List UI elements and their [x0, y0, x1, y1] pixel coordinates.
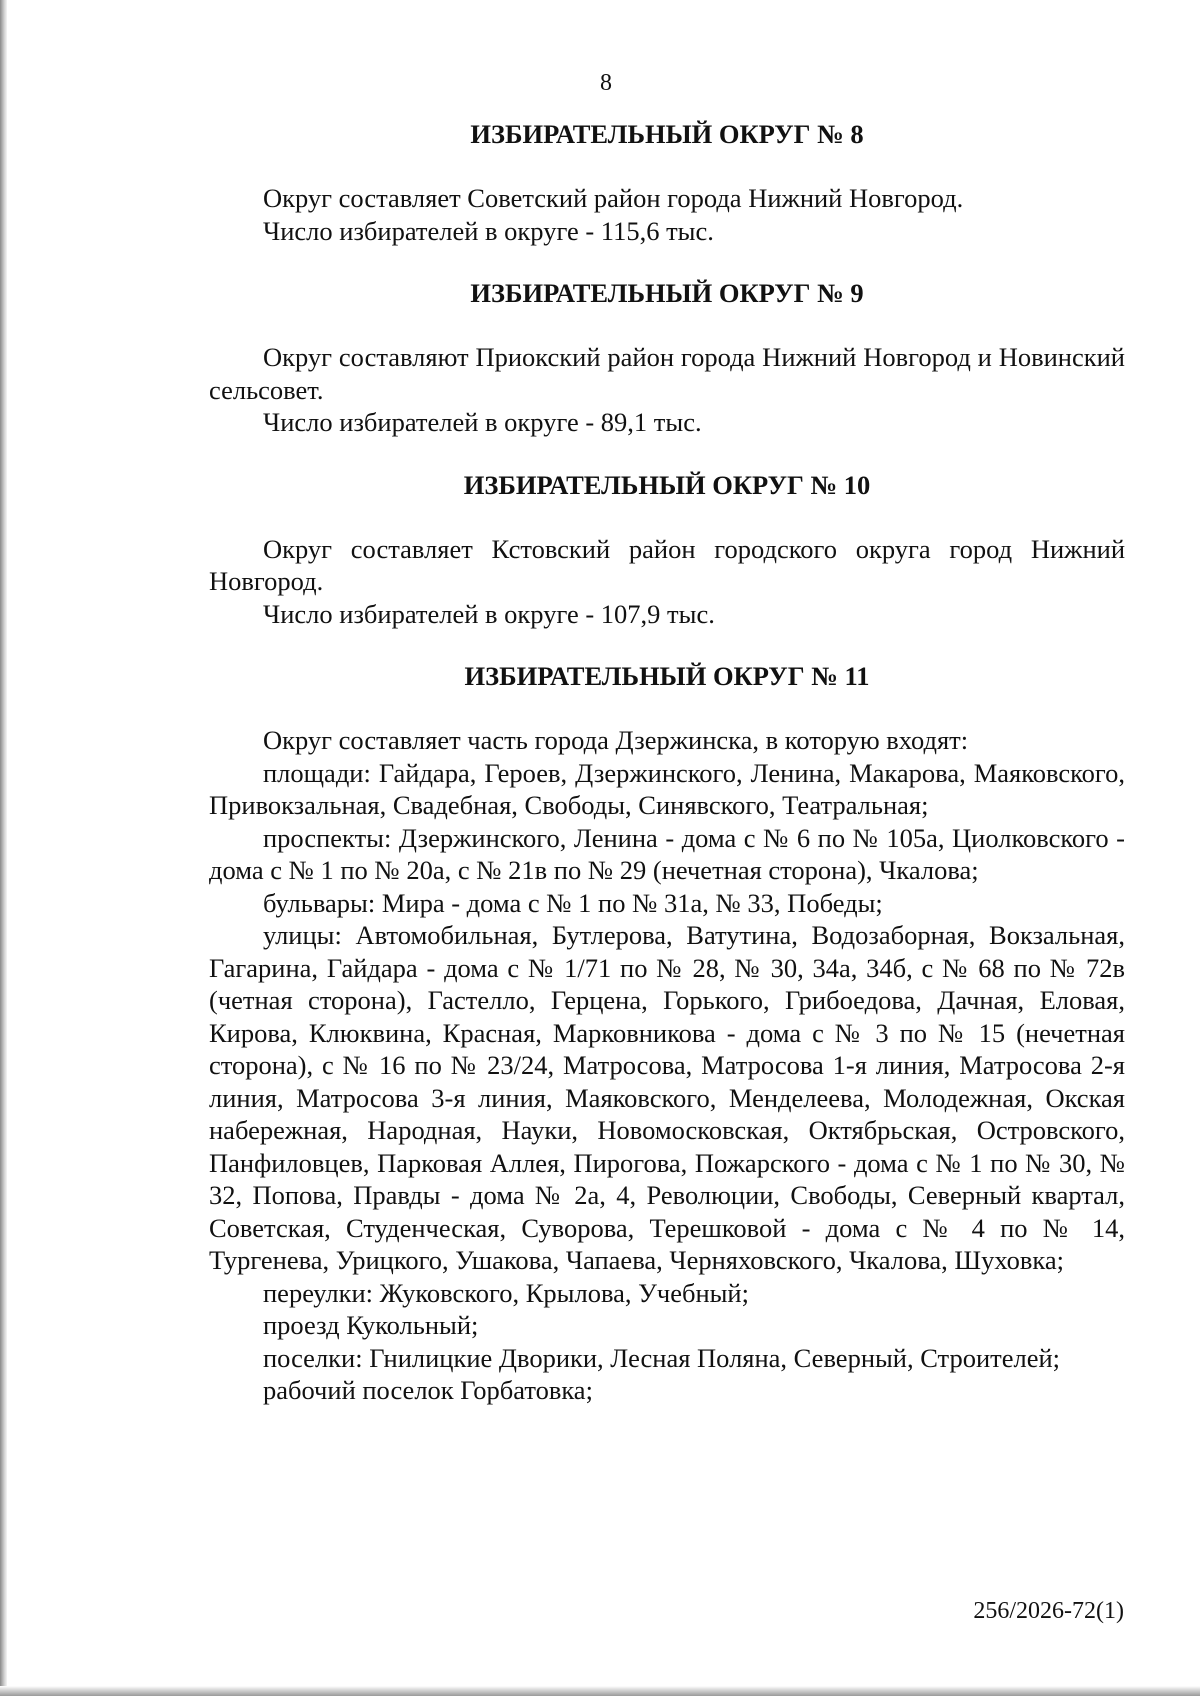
- page-number: 8: [600, 70, 612, 96]
- district-section-10: [209, 469, 1125, 631]
- district-11-streets: улицы: Автомобильная, Бутлерова, Ватутина, Водозаборная, Вокзальная, Гагарина, Гайдара - дома с № 1/71 по № 28, № 30, 34а, 34б, с № 68 по № 72в (четная сторона), Гастелло, Герцена, Горького, Грибоедова, Дачная, Еловая, Кирова, Клюквина, Красная, Марковникова - дома с № 3 по № 15 (нечетная сторона), с № 16 по № 23/24, Матросова, Матросова 1-я линия, Матросова 2-я линия, Матросова 3-я линия, Маяковского, Менделеева, Молодежная, Окская набережная, Народная, Науки, Новомосковская, Октябрьская, Островского, Панфиловцев, Парковая Аллея, Пирогова, Пожарского - дома с № 1 по № 30, № 32, Попова, Правды - дома № 2а, 4, Революции, Свободы, Северный квартал, Советская, Студенческая, Суворова, Терешковой - дома с № 4 по № 14, Тургенева, Урицкого, Ушакова, Чапаева, Черняховского, Чкалова, Шуховка;: [209, 920, 1125, 1275]
- document-code: 256/2026-72(1): [973, 1598, 1124, 1624]
- district-heading-9: ИЗБИРАТЕЛЬНЫЙ ОКРУГ № 9: [470, 278, 864, 308]
- district-10-composition: Округ составляет Кстовский район городского округа город Нижний Новгород.: [209, 533, 1125, 596]
- district-10-voters: Число избирателей в округе - 107,9 тыс.: [263, 598, 715, 629]
- district-heading-10: ИЗБИРАТЕЛЬНЫЙ ОКРУГ № 10: [463, 469, 871, 500]
- district-8-voters: Число избирателей в округе - 115,6 тыс.: [263, 215, 714, 246]
- district-11-squares: площади: Гайдара, Героев, Дзержинского, Ленина, Макарова, Маяковского, Привокзальная, Свадебная, Свободы, Синявского, Театральная;: [209, 757, 1125, 820]
- district-heading-11: ИЗБИРАТЕЛЬНЫЙ ОКРУГ № 11: [464, 661, 870, 691]
- district-9-composition: Округ составляют Приокский район города Нижний Новгород и Новинский сельсовет.: [209, 342, 1125, 405]
- district-section-11: [209, 660, 1125, 1407]
- district-9-voters: Число избирателей в округе - 89,1 тыс.: [263, 407, 702, 437]
- district-heading-8: ИЗБИРАТЕЛЬНЫЙ ОКРУГ № 8: [470, 119, 864, 149]
- document-body: [209, 118, 1125, 1407]
- district-8-composition: Округ составляет Советский район города Нижний Новгород.: [263, 183, 964, 213]
- district-11-lanes: переулки: Жуковского, Крылова, Учебный;: [263, 1277, 749, 1308]
- scan-bottom-edge: [0, 1686, 1200, 1696]
- district-11-intro: Округ составляет часть города Дзержинска, в которую входят:: [263, 725, 969, 755]
- district-11-boulevards: бульвары: Мира - дома с № 1 по № 31а, № 33, Победы;: [263, 887, 883, 918]
- district-11-passage: проезд Кукольный;: [263, 1310, 479, 1340]
- district-section-8: [209, 118, 1125, 247]
- district-section-9: [209, 277, 1125, 439]
- scan-left-edge: [0, 0, 7, 1696]
- district-11-avenues: проспекты: Дзержинского, Ленина - дома с № 6 по № 105а, Циолковского - дома с № 1 по № 20а, с № 21в по № 29 (нечетная сторона), Чкалова;: [209, 822, 1125, 885]
- district-11-workers-settlement: рабочий поселок Горбатовка;: [263, 1375, 593, 1405]
- district-11-settlements: поселки: Гнилицкие Дворики, Лесная Поляна, Северный, Строителей;: [263, 1342, 1061, 1373]
